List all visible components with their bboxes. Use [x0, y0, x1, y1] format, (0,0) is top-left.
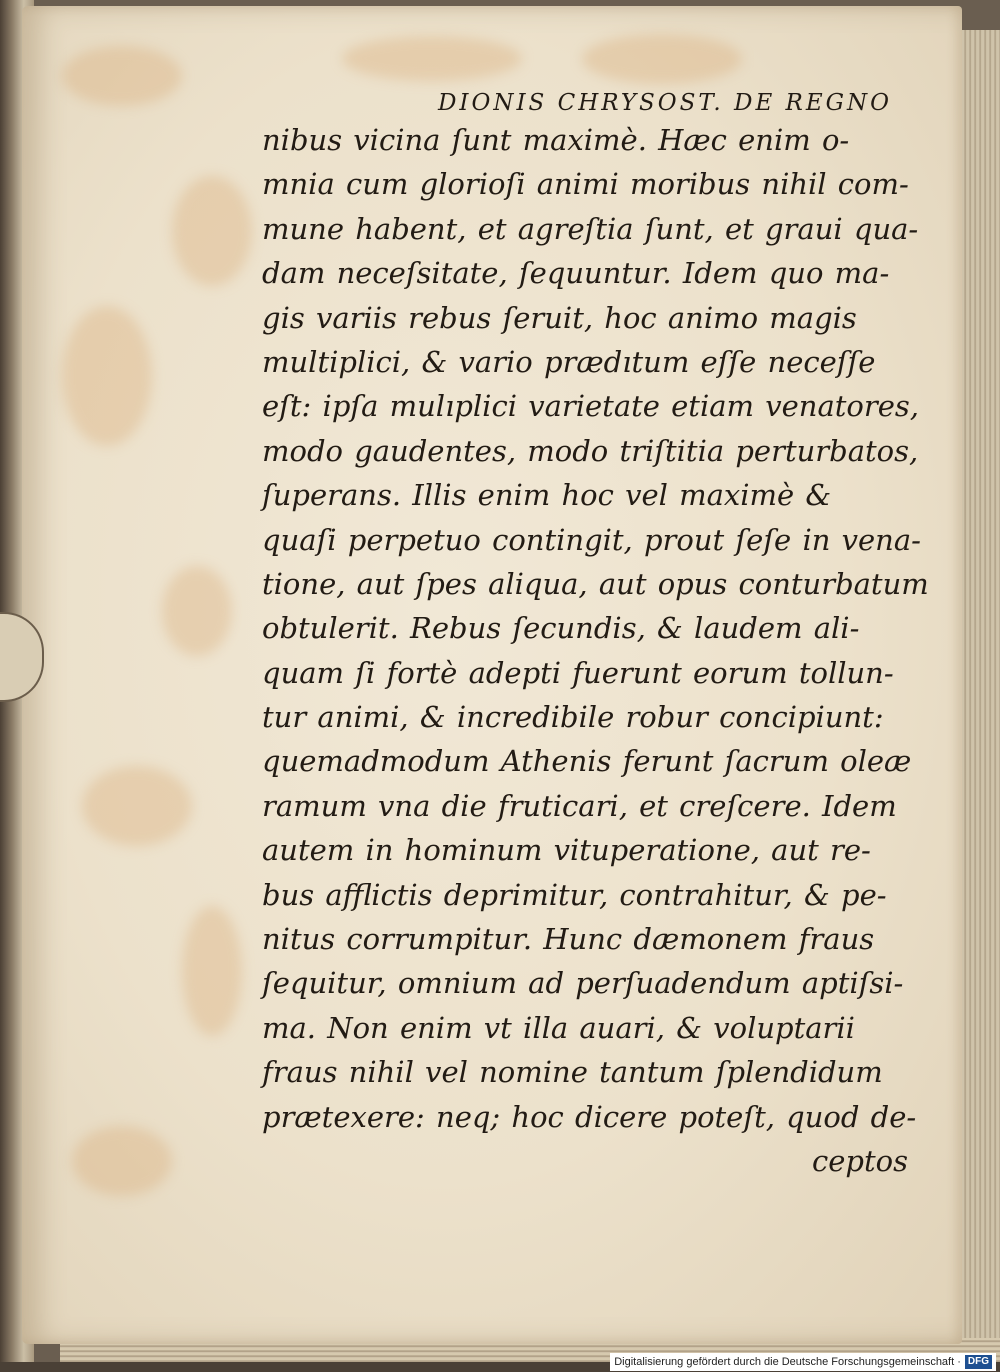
text-line: autem in hominum vituperatione, aut re-	[262, 833, 871, 868]
running-head: DIONIS CHRYSOST. DE REGNO	[437, 90, 892, 116]
text-line: bus afflictis deprimitur, contrahitur, & pe-	[262, 877, 887, 912]
text-line: gis variis rebus ſeruit, hoc animo magis	[262, 300, 857, 335]
text-line: mnia cum glorioſi animi moribus nihil com-	[262, 167, 909, 202]
text-line: fraus nihil vel nomine tantum ſplendidum	[262, 1055, 883, 1090]
foxing-stain	[172, 176, 252, 286]
foxing-stain	[182, 906, 242, 1036]
right-page-stack	[962, 30, 1000, 1350]
funding-text: Digitalisierung gefördert durch die Deutsche Forschungsgemeinschaft ·	[614, 1356, 961, 1368]
text-line: eſt: ipſa mulıplici varietate etiam venatores,	[262, 389, 919, 424]
text-line: prætexere: neq; hoc dicere poteſt, quod de-	[262, 1099, 917, 1134]
text-line: ſequitur, omnium ad perſuadendum aptiſsi-	[262, 966, 904, 1001]
text-line: multiplici, & vario prædıtum eſſe neceſſe	[262, 344, 876, 379]
text-line: quemadmodum Athenis ferunt ſacrum oleæ	[262, 744, 912, 779]
text-line: quaſi perpetuo contingit, prout ſeſe in vena-	[262, 522, 921, 557]
text-line: tione, aut ſpes aliqua, aut opus conturbatum	[262, 566, 929, 601]
dfg-logo: DFG	[965, 1355, 992, 1369]
foxing-stain	[582, 34, 742, 84]
text-line: nitus corrumpitur. Hunc dæmonem fraus	[262, 922, 875, 957]
text-line: ramum vna die fruticari, et creſcere. Idem	[262, 788, 897, 823]
text-line: ma. Non enim vt illa auari, & voluptarii	[262, 1010, 855, 1045]
foxing-stain	[62, 46, 182, 106]
funding-note	[610, 1353, 996, 1371]
foxing-stain	[62, 306, 152, 446]
text-line: modo gaudentes, modo triſtitia perturbatos,	[262, 433, 919, 468]
text-line: dam neceſsitate, ſequuntur. Idem quo ma-	[262, 256, 890, 291]
foxing-stain	[342, 36, 522, 81]
text-line: ſuperans. Illis enim hoc vel maximè &	[262, 478, 832, 513]
text-line: tur animi, & incredibile robur concipiunt:	[262, 700, 884, 735]
text-line: mune habent, et agreſtia ſunt, et graui qua-	[262, 211, 919, 246]
text-block	[262, 90, 929, 1183]
text-line: obtulerit. Rebus ſecundis, & laudem ali-	[262, 611, 860, 646]
foxing-stain	[82, 766, 192, 846]
text-line: quam ſi fortè adepti fuerunt eorum tollun-	[262, 655, 894, 690]
catchword: ceptos	[812, 1143, 908, 1178]
foxing-stain	[72, 1126, 172, 1196]
foxing-stain	[162, 566, 232, 656]
text-line: nibus vicina ſunt maximè. Hæc enim o-	[262, 123, 850, 157]
